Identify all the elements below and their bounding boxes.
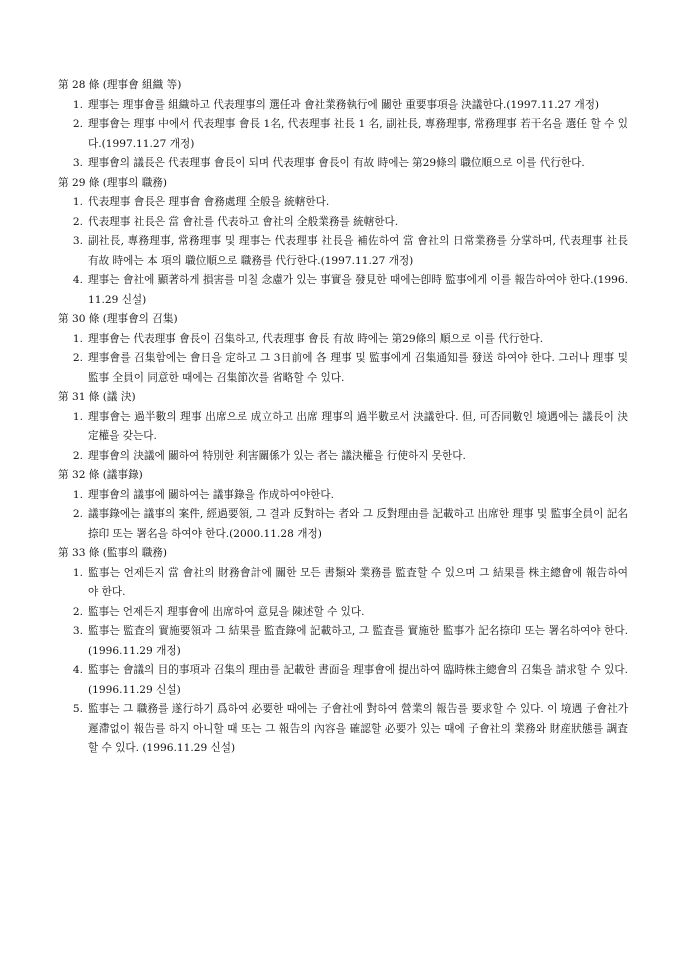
clause-text: 代表理事 會長은 理事會 會務處理 全般을 統轄한다. [88, 196, 330, 208]
clause-number: 3. [72, 625, 83, 637]
clause-text: 理事는 理事會를 組織하고 代表理事의 選任과 會社業務執行에 關한 重要事項을 決議한다.(1997.11.27 개정) [88, 98, 600, 111]
article-title: 第 32 條 (議事錄) [58, 469, 143, 481]
clause-text: 理事會를 召集함에는 會日을 定하고 그 3日前에 各 理事 및 監事에게 召集通知를 發送 하여야 한다. 그러나 理事 및 監事 全員이 同意한 때에는 召集節次를 省略할 수 있다. [88, 352, 628, 384]
clause-text: 理事會의 議事에 關하여는 議事錄을 作成하여야한다. [88, 488, 334, 501]
clause-number: 2. [72, 508, 83, 520]
clause-number: 1. [72, 98, 83, 111]
article-clause [58, 700, 628, 759]
clause-text: 監事는 會議의 目的事項과 召集의 理由를 記載한 書面을 理事會에 提出하여 臨時株主總會의 召集을 請求할 수 있다.(1996.11.29 신설) [88, 664, 628, 696]
clause-text: 理事會의 議長은 代表理事 會長이 되며 代表理事 會長이 有故 時에는 第29條의 職位順으로 이를 代行한다. [88, 157, 585, 169]
article-clause [58, 349, 628, 388]
clause-number: 3. [72, 235, 83, 247]
article-clause [58, 213, 628, 233]
clause-number: 1. [72, 196, 83, 208]
clause-number: 5. [72, 703, 83, 715]
clause-text: 監事는 언제든지 當 會社의 財務會計에 關한 모든 書類와 業務를 監査할 수 있으며 그 結果를 株主總會에 報告하여야 한다. [88, 566, 628, 598]
clause-number: 3. [72, 157, 83, 169]
clause-number: 2. [72, 352, 83, 364]
article-clause [58, 271, 628, 310]
article-clause [58, 447, 628, 467]
article-clause [58, 408, 628, 447]
clause-number: 4. [72, 664, 83, 676]
article-title: 第 30 條 (理事會의 召集) [58, 313, 178, 325]
clause-text: 監事는 언제든지 理事會에 出席하여 意見을 陳述할 수 있다. [88, 605, 365, 618]
clause-text: 理事會는 代表理事 會長이 召集하고, 代表理事 會長 有故 時에는 第29條의 順으로 이를 代行한다. [88, 332, 544, 345]
clause-number: 2. [72, 215, 83, 228]
article-section [58, 310, 628, 388]
article-section [58, 466, 628, 544]
clause-number: 4. [72, 274, 83, 286]
article-title: 第 31 條 (議 決) [58, 391, 136, 403]
article-clause [58, 193, 628, 213]
clause-number: 2. [72, 449, 83, 462]
article-section [58, 76, 628, 174]
article-clause [58, 661, 628, 700]
clause-number: 1. [72, 488, 83, 501]
clause-number: 2. [72, 118, 83, 130]
clause-number: 2. [72, 605, 83, 618]
clause-text: 監事는 監査의 實施要領과 그 結果를 監査錄에 記載하고, 그 監査를 實施한 監事가 記名捺印 또는 署名하여야 한다.(1996.11.29 개정) [88, 625, 628, 657]
clause-text: 監事는 그 職務를 遂行하기 爲하여 必要한 때에는 子會社에 對하여 營業의 報告를 要求할 수 있다. 이 境遇 子會社가 遲滯없이 報告를 하지 아니할 때 또는 그 報告의 內容을 確認할 必要가 있는 때에 子會社의 業務와 財産狀態를 調査할 수 있다. (1996.11.29 신설) [88, 703, 628, 754]
article-title: 第 29 條 (理事의 職務) [58, 176, 168, 189]
articles-of-incorporation-text [58, 76, 628, 759]
article-clause [58, 330, 628, 350]
article-clause [58, 154, 628, 174]
article-clause [58, 564, 628, 603]
article-clause [58, 96, 628, 116]
clause-text: 理事會의 決議에 關하여 特別한 利害關係가 있는 者는 議決權을 行使하지 못한다. [88, 449, 466, 462]
clause-text: 議事錄에는 議事의 案件, 經過要領, 그 결과 反對하는 者와 그 反對理由를 記載하고 出席한 理事 및 監事全員이 記名捺印 또는 署名을 하여야 한다.(2000.11.28 개정) [88, 508, 628, 540]
article-clause [58, 505, 628, 544]
article-clause [58, 622, 628, 661]
article-clause [58, 115, 628, 154]
clause-text: 代表理事 社長은 當 會社를 代表하고 會社의 全般業務를 統轄한다. [88, 215, 399, 228]
article-clause [58, 486, 628, 506]
clause-text: 理事는 會社에 顯著하게 損害를 미칠 念慮가 있는 事實을 發見한 때에는卽時 監事에게 이를 報告하여야 한다.(1996.11.29 신설) [88, 274, 628, 306]
article-clause [58, 232, 628, 271]
clause-text: 理事會는 理事 中에서 代表理事 會長 1名, 代表理事 社長 1 名, 副社長, 專務理事, 常務理事 若干名을 選任 할 수 있다.(1997.11.27 개정) [88, 118, 628, 150]
article-section [58, 388, 628, 466]
clause-text: 副社長, 專務理事, 常務理事 및 理事는 代表理事 社長을 補佐하여 當 會社의 日常業務를 分掌하며, 代表理事 社長 有故 時에는 本 項의 職位順으로 職務를 代行한다.(1997.11.27 개정) [88, 235, 628, 267]
clause-number: 1. [72, 332, 83, 345]
clause-text: 理事會는 過半數의 理事 出席으로 成立하고 出席 理事의 過半數로서 決議한다. 但, 可否同數인 境遇에는 議長이 決定權을 갖는다. [88, 410, 628, 442]
article-section [58, 544, 628, 759]
clause-number: 1. [72, 566, 83, 579]
clause-number: 1. [72, 410, 83, 423]
article-section [58, 174, 628, 311]
article-title: 第 28 條 (理事會 組織 等) [58, 79, 182, 91]
article-clause [58, 603, 628, 623]
article-title: 第 33 條 (監事의 職務) [58, 547, 168, 559]
